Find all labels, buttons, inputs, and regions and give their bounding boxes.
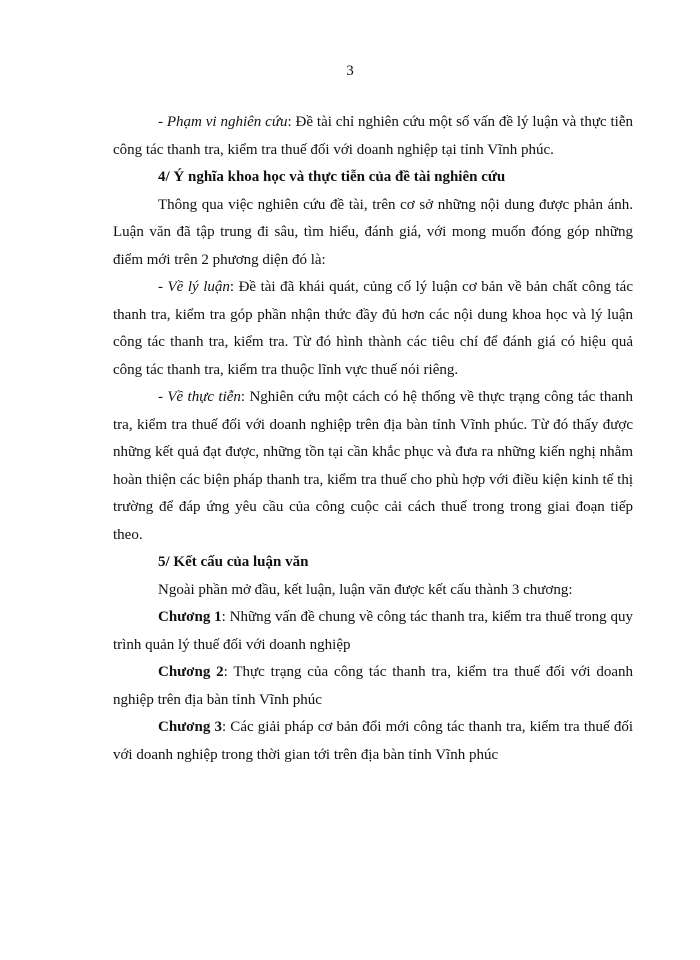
chapter-3-text: : Các giải pháp cơ bản đổi mới công tác thanh tra, kiểm tra thuế đối với doanh nghiệp trong thời gian tới trên địa bàn tỉnh Vĩnh phúc bbox=[113, 719, 633, 763]
page-number: 3 bbox=[346, 63, 354, 79]
theory-lead: - Về lý luận bbox=[158, 279, 230, 295]
section-4-heading: 4/ Ý nghĩa khoa học và thực tiễn của đề tài nghiên cứu bbox=[158, 169, 506, 185]
structure-intro: Ngoài phần mở đầu, kết luận, luận văn được kết cấu thành 3 chương: bbox=[158, 581, 573, 598]
section-5-heading: 5/ Kết cấu của luận văn bbox=[158, 554, 309, 570]
practice-text: : Nghiên cứu một cách có hệ thống về thực trạng công tác thanh tra, kiểm tra thuế đối với doanh nghiệp trên địa bàn tỉnh Vĩnh phúc. Từ đó thấy được những kết quả đạt được, những tồn tại cần khắc phục và đưa ra những kiến nghị nhằm hoàn thiện các biện pháp thanh tra, kiểm tra thuế cho phù hợp với điều kiện kinh tế thị trường để đáp ứng yêu cầu của công cuộc cải cách thuế trong trong giai đoạn tiếp theo. bbox=[113, 389, 633, 543]
chapter-2-label: Chương 2 bbox=[158, 664, 224, 680]
chapter-1-text: : Những vấn đề chung về công tác thanh tra, kiểm tra thuế trong quy trình quản lý thuế đối với doanh nghiệp bbox=[113, 609, 633, 653]
chapter-2-text: : Thực trạng của công tác thanh tra, kiểm tra thuế đối với doanh nghiệp trên địa bàn tỉnh Vĩnh phúc bbox=[113, 664, 633, 708]
scope-paragraph bbox=[113, 109, 633, 164]
theory-paragraph bbox=[113, 274, 633, 384]
scope-lead: - Phạm vi nghiên cứu bbox=[158, 114, 288, 130]
chapter-1-label: Chương 1 bbox=[158, 609, 222, 625]
chapter-2-paragraph bbox=[113, 659, 633, 714]
practice-lead: - Về thực tiễn bbox=[158, 389, 241, 405]
theory-text: : Đề tài đã khái quát, củng cố lý luận cơ bản về bản chất công tác thanh tra, kiểm tra góp phần nhận thức đầy đủ hơn các nội dung khoa học và lý luận công tác thanh tra, kiểm tra. Từ đó hình thành các tiêu chí để đánh giá có hiệu quả công tác thanh tra, kiểm tra thuộc lĩnh vực thuế nói riêng. bbox=[113, 279, 634, 378]
chapter-3-label: Chương 3 bbox=[158, 719, 222, 735]
chapter-3-paragraph bbox=[113, 714, 633, 769]
practice-paragraph bbox=[113, 384, 633, 549]
intro-paragraph: Thông qua việc nghiên cứu đề tài, trên cơ sở những nội dung được phản ánh. Luận văn đã tập trung đi sâu, tìm hiểu, đánh giá, với mong muốn đóng góp những điểm mới trên 2 phương diện đó là: bbox=[113, 196, 633, 268]
chapter-1-paragraph bbox=[113, 604, 633, 659]
page-content bbox=[113, 109, 633, 769]
scope-text: : Đề tài chỉ nghiên cứu một số vấn đề lý luận và thực tiễn công tác thanh tra, kiểm tra thuế đối với doanh nghiệp tại tỉnh Vĩnh phúc. bbox=[113, 114, 633, 158]
